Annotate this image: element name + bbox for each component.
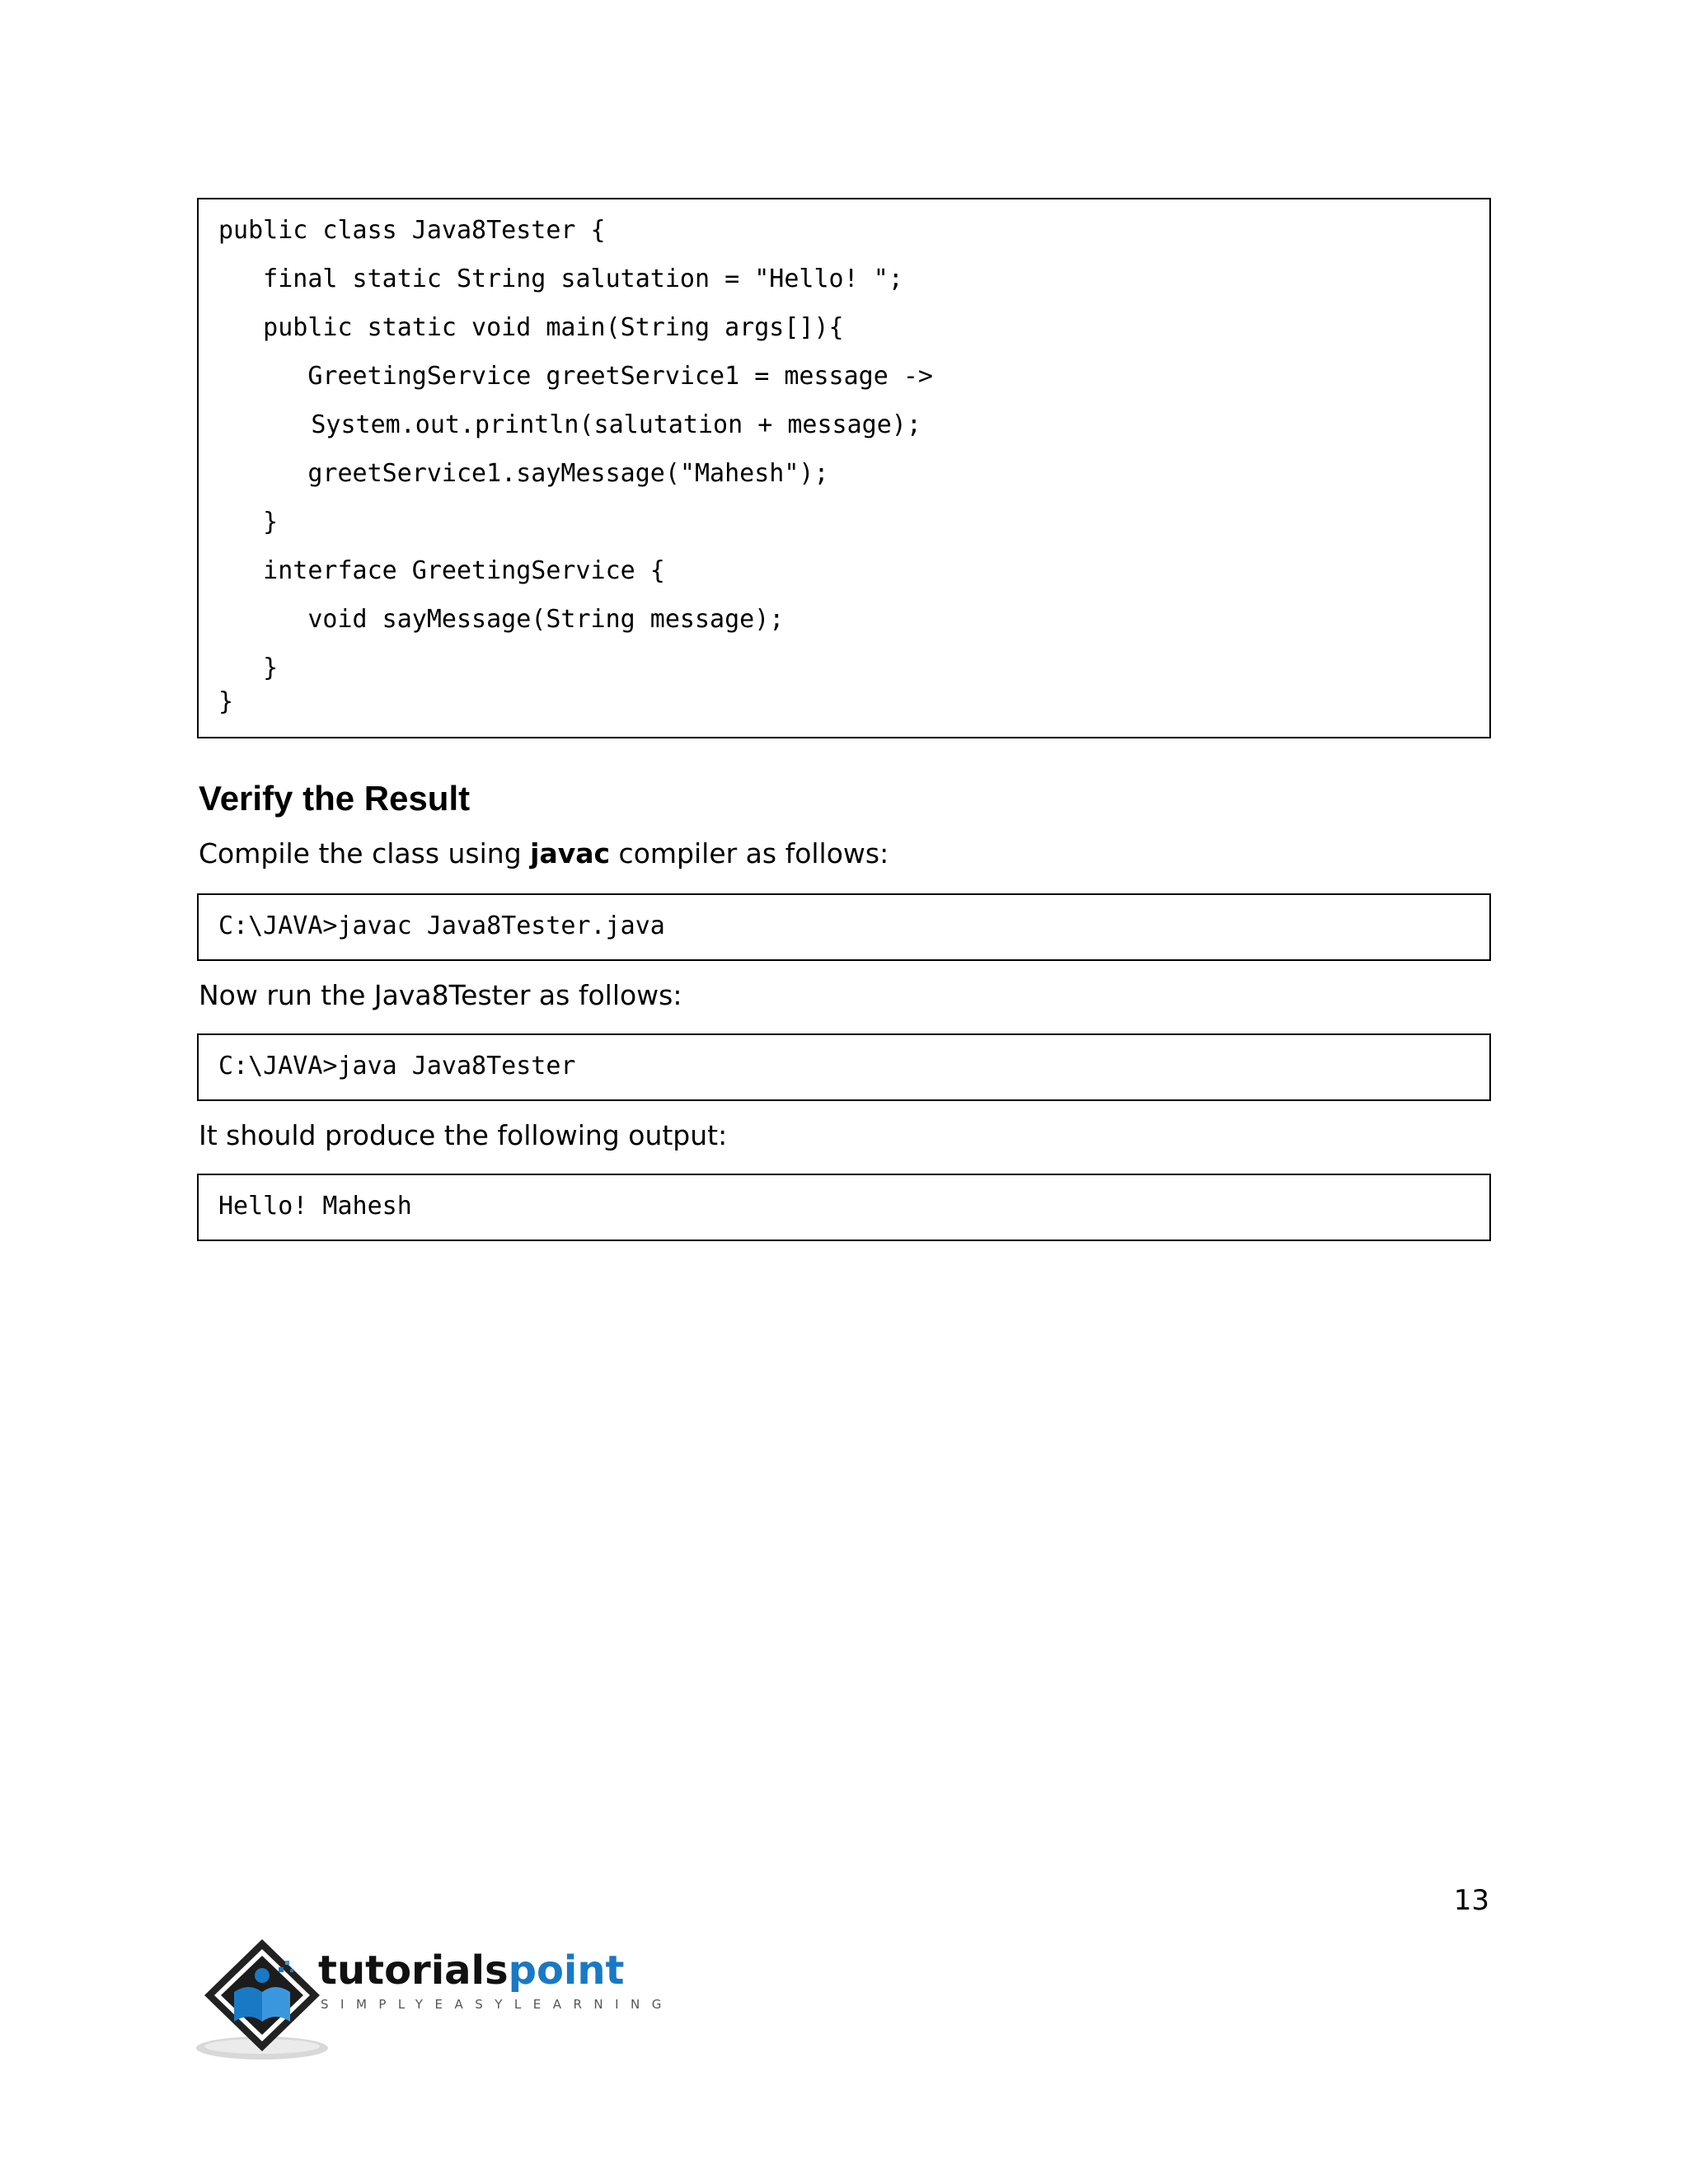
compile-intro-paragraph xyxy=(199,837,889,870)
code-line: public class Java8Tester { xyxy=(218,216,606,245)
output-box xyxy=(197,1174,1491,1241)
output-intro-paragraph: It should produce the following output: xyxy=(199,1119,728,1151)
code-line: } xyxy=(218,687,234,716)
tutorialspoint-logo xyxy=(195,1933,673,2064)
run-command: C:\JAVA>java Java8Tester xyxy=(218,1052,576,1080)
code-line: greetService1.sayMessage("Mahesh"); xyxy=(218,459,829,488)
logo-word-point: point xyxy=(508,1947,625,1994)
compile-intro-text: Compile the class using xyxy=(199,837,531,869)
code-line: } xyxy=(218,654,279,682)
code-line: public static void main(String args[]){ xyxy=(218,313,844,342)
compile-intro-bold: javac xyxy=(530,837,611,869)
code-line: System.out.println(salutation + message); xyxy=(222,410,921,439)
output-text: Hello! Mahesh xyxy=(218,1192,412,1221)
compile-command: C:\JAVA>javac Java8Tester.java xyxy=(218,912,665,940)
run-command-box xyxy=(197,1033,1491,1101)
section-heading: Verify the Result xyxy=(199,779,471,818)
code-line: interface GreetingService { xyxy=(218,556,665,585)
page-number: 13 xyxy=(1453,1884,1489,1917)
logo-wordmark xyxy=(318,1949,624,1992)
run-intro-paragraph: Now run the Java8Tester as follows: xyxy=(199,979,682,1011)
compile-intro-text-after: compiler as follows: xyxy=(610,837,889,869)
code-line: GreetingService greetService1 = message -> xyxy=(218,362,933,391)
logo-emblem-icon xyxy=(195,1933,335,2064)
compile-command-box xyxy=(197,893,1491,961)
logo-word-tutorials: tutorials xyxy=(318,1947,509,1994)
code-line: void sayMessage(String message); xyxy=(218,605,785,634)
code-line: } xyxy=(218,508,279,537)
code-line: final static String salutation = "Hello! "; xyxy=(218,265,903,293)
logo-tagline: SIMPLYEASYLEARNING xyxy=(321,1997,673,2012)
code-block-main xyxy=(197,198,1491,738)
